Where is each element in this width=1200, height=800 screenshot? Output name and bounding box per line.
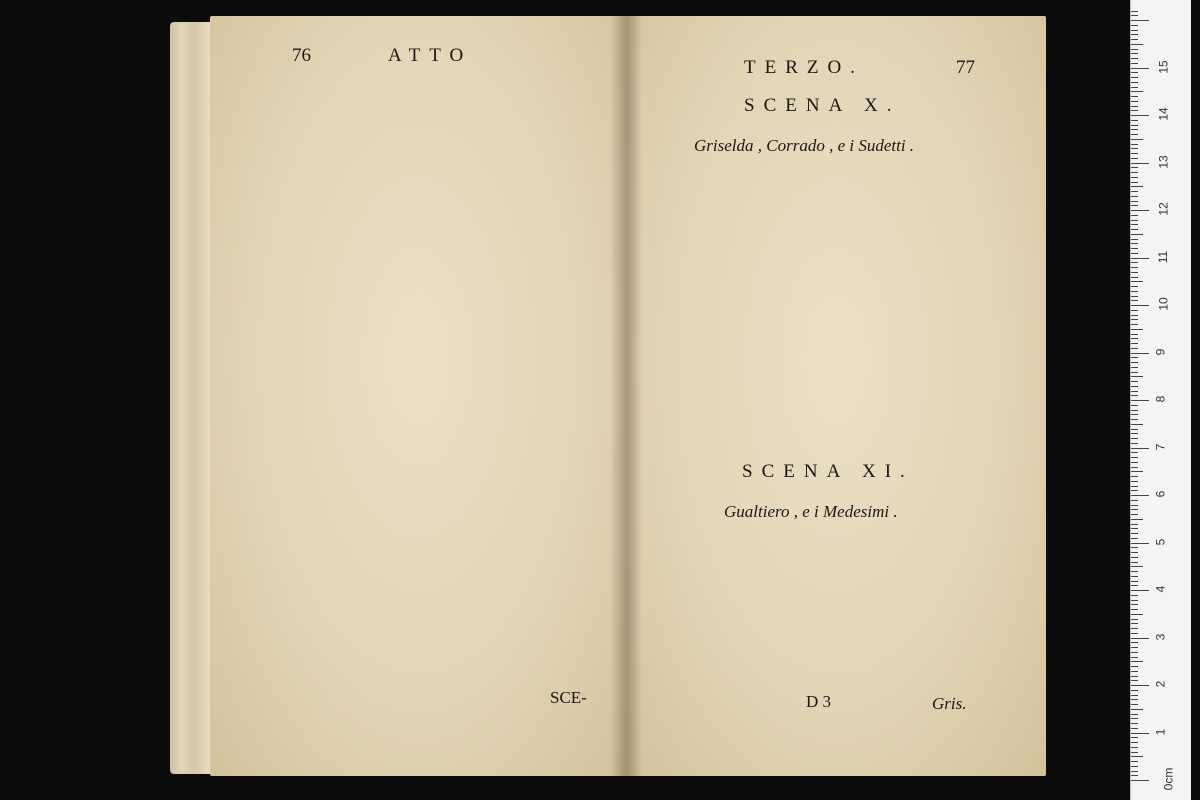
ruler-tick (1131, 604, 1138, 605)
ruler-tick (1131, 153, 1138, 154)
ruler-tick (1131, 39, 1138, 40)
ruler-tick (1131, 372, 1138, 373)
ruler-number: 5 (1153, 538, 1168, 545)
ruler-tick (1131, 533, 1138, 534)
ruler-tick (1131, 96, 1138, 97)
ruler-tick (1131, 63, 1138, 64)
ruler-tick (1131, 500, 1138, 501)
ruler-tick (1131, 353, 1149, 354)
ruler-tick (1131, 53, 1138, 54)
ruler-tick (1131, 438, 1138, 439)
ruler-number: 6 (1153, 490, 1168, 498)
ruler-tick (1131, 671, 1138, 672)
ruler-tick (1131, 585, 1138, 586)
ruler-number: 4 (1153, 585, 1168, 593)
ruler-tick (1131, 110, 1138, 111)
ruler-tick (1131, 571, 1138, 572)
ruler-number: 3 (1153, 633, 1168, 640)
ruler-tick (1131, 15, 1138, 16)
ruler-tick (1131, 623, 1138, 624)
ruler-tick (1131, 467, 1138, 468)
scene-title: SCENA X. (744, 95, 901, 116)
ruler-tick (1131, 267, 1138, 268)
ruler-tick (1131, 410, 1138, 411)
ruler-tick (1131, 642, 1138, 643)
ruler-tick (1131, 509, 1138, 510)
ruler-tick (1131, 486, 1138, 487)
catchword: SCE- (550, 688, 587, 707)
ruler-tick (1131, 329, 1143, 330)
ruler-number: 13 (1156, 154, 1171, 169)
ruler-tick (1131, 405, 1138, 406)
ruler-tick (1131, 87, 1138, 88)
ruler-tick (1131, 367, 1138, 368)
ruler-tick (1131, 733, 1149, 734)
ruler-tick (1131, 490, 1138, 491)
catchword: Gris. (932, 694, 967, 713)
ruler-number: 14 (1156, 107, 1171, 121)
ruler-tick (1131, 20, 1149, 21)
ruler-tick (1131, 262, 1138, 263)
ruler-tick (1131, 72, 1138, 73)
ruler-tick (1131, 433, 1138, 434)
ruler-tick (1131, 514, 1138, 515)
ruler-tick (1131, 177, 1138, 178)
ruler-tick (1131, 685, 1149, 686)
signature-mark: D 3 (806, 692, 832, 711)
ruler-number: 7 (1153, 443, 1168, 450)
ruler-tick (1131, 91, 1143, 92)
ruler-tick (1131, 628, 1138, 629)
ruler-tick (1131, 695, 1138, 696)
ruler-tick (1131, 272, 1138, 273)
ruler-tick (1131, 224, 1138, 225)
ruler-tick (1131, 543, 1149, 544)
ruler-tick (1131, 633, 1138, 634)
ruler-tick (1131, 11, 1138, 12)
ruler-tick (1131, 315, 1138, 316)
ruler-tick (1131, 182, 1138, 183)
ruler-tick (1131, 609, 1138, 610)
ruler-tick (1131, 538, 1138, 539)
ruler-number: 1 (1153, 728, 1168, 735)
ruler-tick (1131, 148, 1138, 149)
ruler-tick (1131, 338, 1138, 339)
ruler-number: 9 (1153, 348, 1168, 355)
ruler-tick (1131, 44, 1143, 45)
ruler-tick (1131, 391, 1138, 392)
ruler-tick (1131, 718, 1138, 719)
ruler-tick (1131, 243, 1138, 244)
ruler-tick (1131, 163, 1149, 164)
running-head: TERZO. (744, 57, 864, 78)
ruler-tick (1131, 300, 1138, 301)
ruler-tick (1131, 205, 1138, 206)
running-head: ATTO (388, 45, 473, 66)
ruler-tick (1131, 281, 1143, 282)
ruler-tick (1131, 699, 1138, 700)
ruler-tick (1131, 49, 1138, 50)
ruler-tick (1131, 756, 1143, 757)
ruler-tick (1131, 547, 1138, 548)
ruler-tick (1131, 277, 1138, 278)
ruler-tick (1131, 324, 1138, 325)
ruler-tick (1131, 780, 1149, 781)
ruler-tick (1131, 457, 1138, 458)
ruler-tick (1131, 690, 1138, 691)
ruler-tick (1131, 638, 1149, 639)
ruler-tick (1131, 471, 1143, 472)
ruler-tick (1131, 652, 1138, 653)
ruler-tick (1131, 476, 1138, 477)
ruler-number: 15 (1156, 59, 1171, 74)
scene-characters: Griselda , Corrado , e i Sudetti . (694, 136, 915, 155)
ruler-tick (1131, 343, 1138, 344)
ruler-tick (1131, 761, 1138, 762)
ruler-tick (1131, 619, 1138, 620)
ruler-tick (1131, 362, 1138, 363)
ruler-number: 8 (1153, 395, 1168, 403)
ruler-tick (1131, 752, 1138, 753)
ruler-tick (1131, 590, 1149, 591)
ruler-tick (1131, 448, 1149, 449)
ruler-tick (1131, 747, 1138, 748)
ruler-tick (1131, 666, 1138, 667)
ruler-tick (1131, 771, 1138, 772)
ruler-tick (1131, 429, 1138, 430)
ruler-tick (1131, 614, 1143, 615)
ruler-tick (1131, 101, 1138, 102)
ruler-tick (1131, 210, 1149, 211)
ruler-tick (1131, 381, 1138, 382)
ruler-tick (1131, 120, 1138, 121)
ruler-tick (1131, 234, 1143, 235)
ruler-tick (1131, 505, 1138, 506)
left-page (210, 16, 626, 776)
ruler-tick (1131, 495, 1149, 496)
open-book (170, 16, 1056, 780)
ruler-tick (1131, 552, 1138, 553)
book-gutter (610, 16, 642, 776)
page-number: 76 (292, 45, 311, 66)
ruler-tick (1131, 129, 1138, 130)
ruler-tick (1131, 581, 1138, 582)
ruler-tick (1131, 253, 1138, 254)
ruler-tick (1131, 106, 1138, 107)
ruler-tick (1131, 357, 1138, 358)
ruler-tick (1131, 519, 1143, 520)
ruler-tick (1131, 680, 1138, 681)
ruler-tick (1131, 462, 1138, 463)
ruler-tick (1131, 291, 1138, 292)
ruler-tick (1131, 524, 1138, 525)
ruler-tick (1131, 443, 1138, 444)
ruler-tick (1131, 334, 1138, 335)
ruler-tick (1131, 25, 1138, 26)
ruler-tick (1131, 728, 1138, 729)
ruler-tick (1131, 310, 1138, 311)
measuring-ruler (1130, 0, 1191, 800)
ruler-tick (1131, 58, 1138, 59)
ruler-tick (1131, 258, 1149, 259)
ruler-tick (1131, 196, 1138, 197)
page-number: 77 (956, 57, 975, 78)
ruler-tick (1131, 386, 1138, 387)
ruler-tick (1131, 215, 1138, 216)
scene-title: SCENA XI. (742, 461, 914, 482)
ruler-tick (1131, 376, 1143, 377)
ruler-tick (1131, 452, 1138, 453)
ruler-tick (1131, 144, 1138, 145)
ruler-tick (1131, 714, 1138, 715)
ruler-tick (1131, 82, 1138, 83)
ruler-tick (1131, 723, 1138, 724)
ruler-number: 11 (1156, 250, 1171, 263)
ruler-tick (1131, 704, 1138, 705)
ruler-tick (1131, 414, 1138, 415)
ruler-tick (1131, 737, 1138, 738)
ruler-tick (1131, 600, 1138, 601)
ruler-tick (1131, 68, 1149, 69)
ruler-tick (1131, 576, 1138, 577)
ruler-tick (1131, 296, 1138, 297)
ruler-tick (1131, 125, 1138, 126)
ruler-tick (1131, 657, 1138, 658)
ruler-tick (1131, 557, 1138, 558)
ruler-tick (1131, 766, 1138, 767)
page-edges (170, 22, 210, 774)
ruler-tick (1131, 348, 1138, 349)
ruler-tick (1131, 167, 1138, 168)
ruler-number: 0cm (1161, 767, 1176, 791)
ruler-tick (1131, 528, 1138, 529)
ruler-tick (1131, 34, 1138, 35)
ruler-tick (1131, 158, 1138, 159)
scene-characters: Gualtiero , e i Medesimi . (724, 502, 898, 521)
ruler-tick (1131, 566, 1143, 567)
ruler-tick (1131, 30, 1138, 31)
ruler-tick (1131, 742, 1138, 743)
ruler-tick (1131, 191, 1138, 192)
ruler-tick (1131, 229, 1138, 230)
ruler-tick (1131, 400, 1149, 401)
right-page (626, 16, 1046, 776)
ruler-tick (1131, 139, 1143, 140)
ruler-tick (1131, 709, 1143, 710)
ruler-tick (1131, 562, 1138, 563)
ruler-tick (1131, 77, 1138, 78)
ruler-number: 2 (1153, 680, 1168, 688)
ruler-tick (1131, 115, 1149, 116)
ruler-tick (1131, 134, 1138, 135)
ruler-tick (1131, 676, 1138, 677)
ruler-number: 12 (1156, 202, 1171, 216)
ruler-tick (1131, 481, 1138, 482)
ruler-tick (1131, 395, 1138, 396)
ruler-tick (1131, 286, 1138, 287)
ruler-tick (1131, 595, 1138, 596)
ruler-number: 10 (1156, 297, 1171, 311)
ruler-tick (1131, 419, 1138, 420)
ruler-tick (1131, 172, 1138, 173)
ruler-tick (1131, 220, 1138, 221)
ruler-tick (1131, 186, 1143, 187)
ruler-tick (1131, 319, 1138, 320)
ruler-tick (1131, 201, 1138, 202)
ruler-tick (1131, 647, 1138, 648)
ruler-tick (1131, 661, 1143, 662)
ruler-tick (1131, 424, 1143, 425)
ruler-tick (1131, 248, 1138, 249)
ruler-tick (1131, 305, 1149, 306)
ruler-tick (1131, 775, 1138, 776)
ruler-tick (1131, 239, 1138, 240)
